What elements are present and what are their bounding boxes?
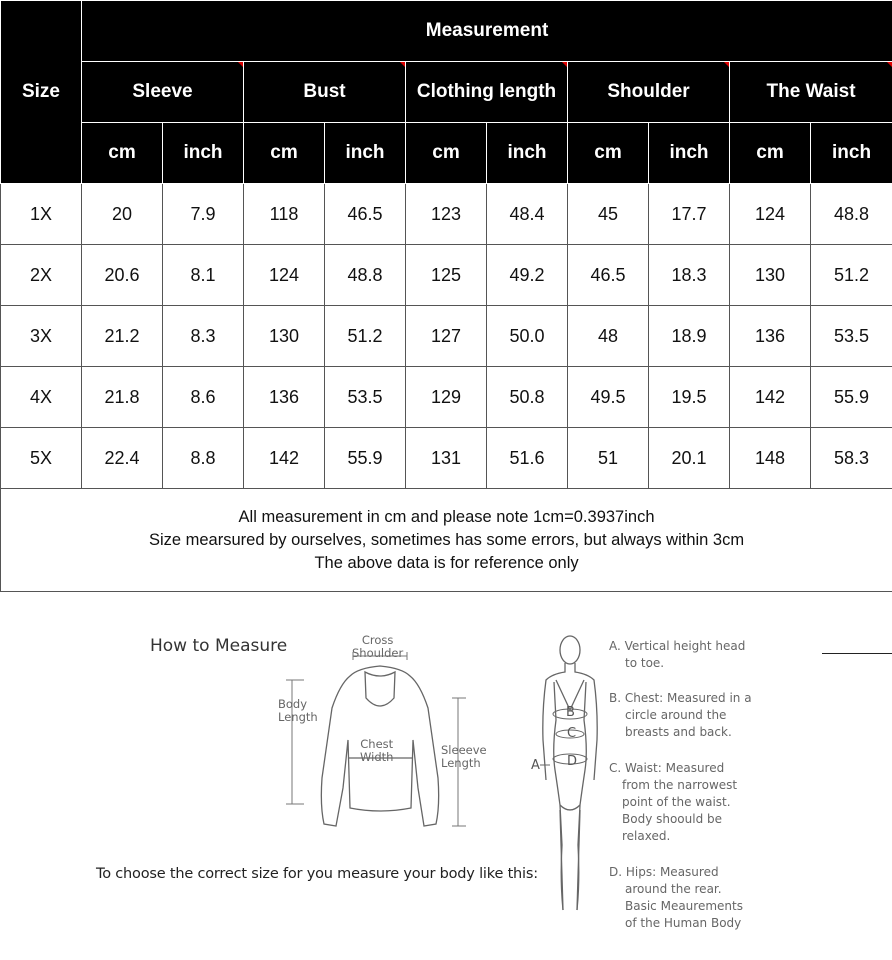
table-cell: 58.3 — [811, 428, 892, 489]
legend-d: D. Hips: Measured around the rear. Basic Meaurements of the Human Body — [609, 865, 743, 930]
body-letter-d: D — [567, 754, 578, 769]
table-cell: 51.6 — [487, 428, 568, 489]
size-cell: 2X — [1, 245, 82, 306]
table-row — [1, 245, 892, 306]
legend-c: C. Waist: Measured from the narrowest point of the waist. Body shoould be relaxed. — [609, 761, 738, 843]
unit-header: cm — [82, 123, 163, 184]
size-cell: 4X — [1, 367, 82, 428]
table-cell: 125 — [406, 245, 487, 306]
unit-header: cm — [730, 123, 811, 184]
table-cell: 136 — [244, 367, 325, 428]
sleeve-length-label: Sleeeve Length — [441, 743, 487, 770]
table-cell: 21.8 — [82, 367, 163, 428]
table-cell: 8.6 — [163, 367, 244, 428]
body-letter-c: C — [567, 726, 577, 741]
table-cell: 118 — [244, 184, 325, 245]
table-cell: 142 — [730, 367, 811, 428]
note-line: Size mearsured by ourselves, sometimes has some errors, but always within 3cm — [148, 530, 745, 549]
measure-guide — [0, 594, 892, 960]
table-cell: 136 — [730, 306, 811, 367]
table-cell: 8.3 — [163, 306, 244, 367]
table-cell: 130 — [730, 245, 811, 306]
body-length-label: Body Length — [278, 697, 318, 724]
table-cell: 55.9 — [811, 367, 892, 428]
table-cell: 124 — [730, 184, 811, 245]
table-cell: 53.5 — [811, 306, 892, 367]
table-row — [1, 367, 892, 428]
chest-width-label: Chest Width — [360, 737, 394, 764]
table-cell: 51.2 — [325, 306, 406, 367]
table-cell: 20.6 — [82, 245, 163, 306]
note-line: All measurement in cm and please note 1cm=0.3937inch — [238, 507, 655, 526]
table-cell: 48.8 — [811, 184, 892, 245]
table-row — [1, 184, 892, 245]
table-cell: 20 — [82, 184, 163, 245]
legend-a: A. Vertical height head to toe. — [609, 639, 746, 670]
body-figure-diagram — [530, 630, 610, 920]
unit-header: inch — [649, 123, 730, 184]
table-cell: 17.7 — [649, 184, 730, 245]
table-cell: 131 — [406, 428, 487, 489]
table-cell: 129 — [406, 367, 487, 428]
choose-size-text: To choose the correct size for you measure your body like this: — [96, 866, 538, 882]
group-header-clothing-length: Clothing length — [406, 62, 568, 123]
group-header-bust: Bust — [244, 62, 406, 123]
table-row — [1, 428, 892, 489]
unit-header: cm — [406, 123, 487, 184]
table-cell: 49.5 — [568, 367, 649, 428]
cross-shoulder-label: Cross Shoulder — [352, 633, 404, 660]
table-cell: 51 — [568, 428, 649, 489]
table-cell: 50.0 — [487, 306, 568, 367]
size-cell: 5X — [1, 428, 82, 489]
table-cell: 19.5 — [649, 367, 730, 428]
unit-header: cm — [244, 123, 325, 184]
measurement-header: Measurement — [82, 1, 892, 62]
table-cell: 124 — [244, 245, 325, 306]
table-cell: 148 — [730, 428, 811, 489]
units-row — [1, 123, 892, 184]
table-cell: 18.9 — [649, 306, 730, 367]
table-cell: 48.8 — [325, 245, 406, 306]
table-cell: 8.8 — [163, 428, 244, 489]
table-cell: 53.5 — [325, 367, 406, 428]
size-cell: 1X — [1, 184, 82, 245]
table-cell: 50.8 — [487, 367, 568, 428]
note-line: The above data is for reference only — [314, 553, 579, 572]
size-cell: 3X — [1, 306, 82, 367]
table-cell: 127 — [406, 306, 487, 367]
size-header: Size — [1, 1, 82, 184]
table-cell: 48.4 — [487, 184, 568, 245]
table-cell: 123 — [406, 184, 487, 245]
body-letter-b: B — [566, 705, 575, 720]
table-cell: 49.2 — [487, 245, 568, 306]
table-cell: 8.1 — [163, 245, 244, 306]
table-cell: 45 — [568, 184, 649, 245]
table-cell: 130 — [244, 306, 325, 367]
table-cell: 46.5 — [325, 184, 406, 245]
group-header-waist: The Waist — [730, 62, 892, 123]
how-to-measure-title: How to Measure — [150, 636, 288, 656]
table-cell: 18.3 — [649, 245, 730, 306]
table-cell: 142 — [244, 428, 325, 489]
divider-line — [822, 653, 892, 654]
unit-header: inch — [487, 123, 568, 184]
table-row — [1, 306, 892, 367]
table-cell: 7.9 — [163, 184, 244, 245]
notes-cell — [1, 489, 892, 592]
table-cell: 55.9 — [325, 428, 406, 489]
table-cell: 48 — [568, 306, 649, 367]
table-cell: 20.1 — [649, 428, 730, 489]
table-cell: 46.5 — [568, 245, 649, 306]
legend-b: B. Chest: Measured in a circle around the breasts and back. — [609, 691, 752, 739]
unit-header: inch — [163, 123, 244, 184]
table-cell: 22.4 — [82, 428, 163, 489]
table-cell: 51.2 — [811, 245, 892, 306]
body-letter-a: A — [531, 758, 540, 773]
table-cell: 21.2 — [82, 306, 163, 367]
unit-header: cm — [568, 123, 649, 184]
group-header-shoulder: Shoulder — [568, 62, 730, 123]
group-header-sleeve: Sleeve — [82, 62, 244, 123]
unit-header: inch — [811, 123, 892, 184]
unit-header: inch — [325, 123, 406, 184]
